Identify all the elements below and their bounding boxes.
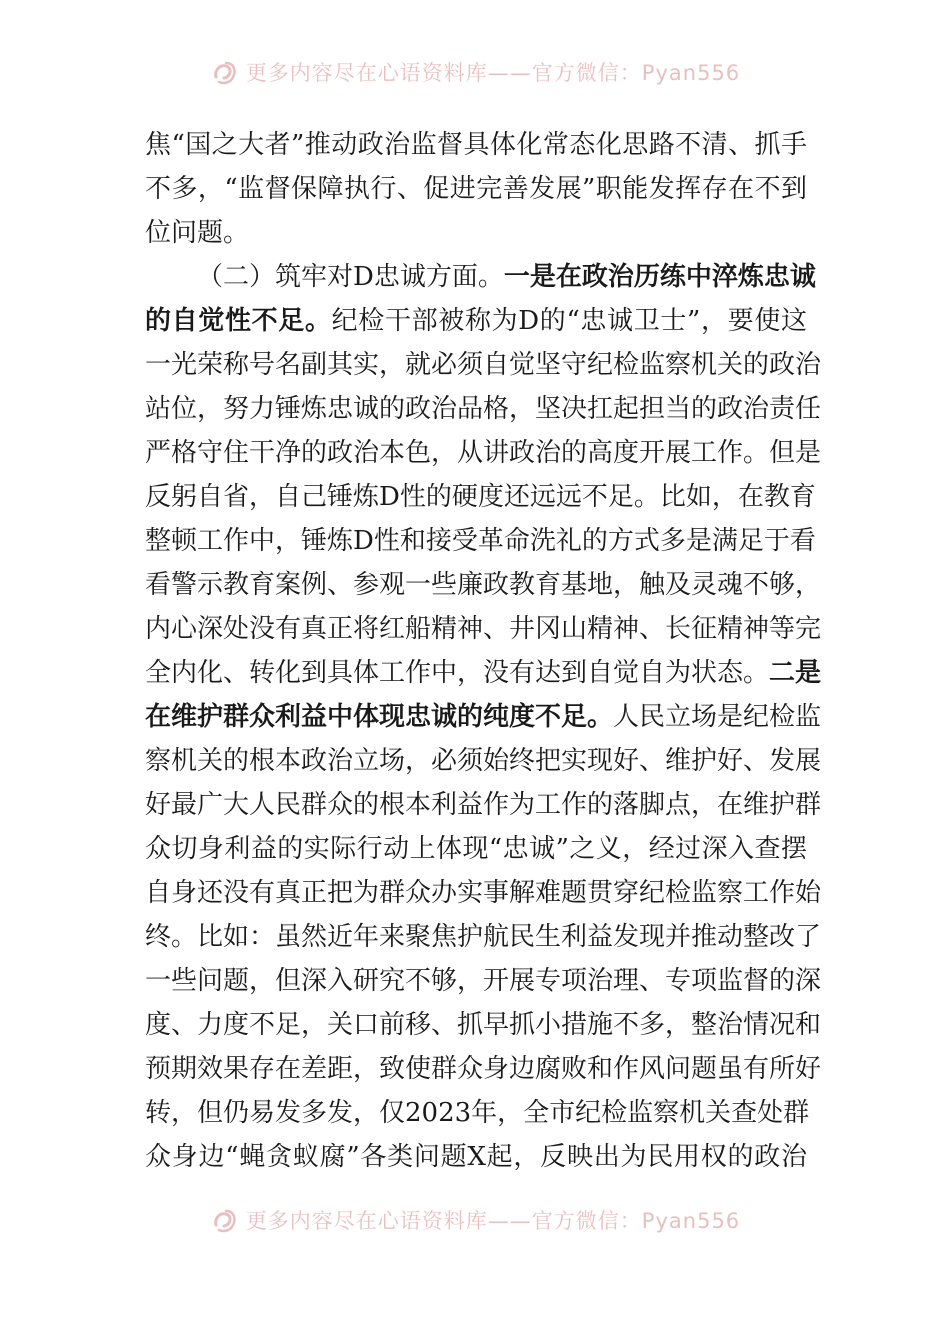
text-line — [145, 123, 807, 167]
text-line — [145, 475, 816, 519]
text-segment: 察机关的根本政治立场，必须始终把实现好、维护好、发展 — [145, 746, 822, 776]
xinyu-logo-icon — [210, 1205, 240, 1235]
text-line — [145, 651, 822, 695]
text-line — [145, 387, 822, 431]
text-segment: 严格守住干净的政治本色，从讲政治的高度开展工作。但是 — [145, 438, 822, 468]
footer-watermark — [0, 1200, 950, 1240]
text-line — [145, 827, 807, 871]
bold-text-segment: 的自觉性不足。 — [145, 306, 332, 336]
text-segment: 众切身利益的实际行动上体现“忠诚”之义，经过深入查摆 — [145, 834, 807, 864]
text-line — [145, 783, 822, 827]
text-segment: 不多，“监督保障执行、促进完善发展”职能发挥存在不到 — [145, 174, 807, 204]
bold-text-segment: 二是 — [769, 658, 822, 688]
text-segment: 全内化、转化到具体工作中，没有达到自觉自为状态。 — [145, 658, 770, 688]
text-segment: 自身还没有真正把为群众办实事解难题贯穿纪检监察工作始 — [145, 878, 822, 908]
document-body — [145, 123, 822, 1179]
text-line — [145, 1091, 810, 1135]
bold-text-segment: 在维护群众利益中体现忠诚的纯度不足。 — [145, 702, 614, 732]
text-segment: 预期效果存在差距，致使群众身边腐败和作风问题虽有所好 — [145, 1054, 822, 1084]
text-segment: 众身边“蝇贪蚁腐”各类问题X起，反映出为民用权的政治 — [145, 1142, 807, 1172]
text-segment: 转，但仍易发多发，仅2023年，全市纪检监察机关查处群 — [145, 1098, 810, 1128]
text-line — [145, 211, 807, 255]
text-segment: 站位，努力锤炼忠诚的政治品格，坚决扛起担当的政治责任 — [145, 394, 822, 424]
text-segment: 整顿工作中，锤炼D性和接受革命洗礼的方式多是满足于看 — [145, 526, 816, 556]
text-line — [145, 519, 816, 563]
text-line — [145, 871, 822, 915]
text-segment: 一些问题，但深入研究不够，开展专项治理、专项监督的深 — [145, 966, 822, 996]
text-line — [145, 1047, 822, 1091]
text-line — [145, 563, 822, 607]
text-segment: （二）筑牢对D忠诚方面。 — [197, 262, 504, 292]
header-watermark — [0, 52, 950, 92]
text-line — [145, 739, 822, 783]
text-line — [145, 915, 822, 959]
text-segment: 内心深处没有真正将红船精神、井冈山精神、长征精神等完 — [145, 614, 822, 644]
text-line — [145, 1135, 807, 1179]
text-segment: 纪检干部被称为D的“忠诚卫士”，要使这 — [331, 306, 807, 336]
text-line — [145, 959, 822, 1003]
text-segment: 位问题。 — [145, 218, 250, 248]
text-segment: 终。比如：虽然近年来聚焦护航民生利益发现并推动整改了 — [145, 922, 822, 952]
text-segment: 看警示教育案例、参观一些廉政教育基地，触及灵魂不够， — [145, 570, 822, 600]
text-line — [145, 1003, 822, 1047]
text-line — [145, 167, 807, 211]
text-segment: 好最广大人民群众的根本利益作为工作的落脚点，在维护群 — [145, 790, 822, 820]
text-line — [145, 695, 822, 739]
bold-text-segment: 一是在政治历练中淬炼忠诚 — [503, 262, 816, 292]
text-line — [145, 299, 807, 343]
text-segment: 一光荣称号名副其实，就必须自觉坚守纪检监察机关的政治 — [145, 350, 822, 380]
text-segment: 人民立场是纪检监 — [613, 702, 822, 732]
text-line — [145, 255, 816, 299]
text-segment: 反躬自省，自己锤炼D性的硬度还远远不足。比如，在教育 — [145, 482, 816, 512]
text-segment: 度、力度不足，关口前移、抓早抓小措施不多，整治情况和 — [145, 1010, 822, 1040]
footer-watermark-text: 更多内容尽在心语资料库——官方微信：Pyan556 — [245, 1209, 741, 1233]
xinyu-logo-icon — [210, 57, 240, 87]
text-line — [145, 607, 822, 651]
header-watermark-text: 更多内容尽在心语资料库——官方微信：Pyan556 — [245, 61, 741, 85]
text-line — [145, 431, 822, 475]
text-line — [145, 343, 822, 387]
text-segment: 焦“国之大者”推动政治监督具体化常态化思路不清、抓手 — [145, 130, 807, 160]
